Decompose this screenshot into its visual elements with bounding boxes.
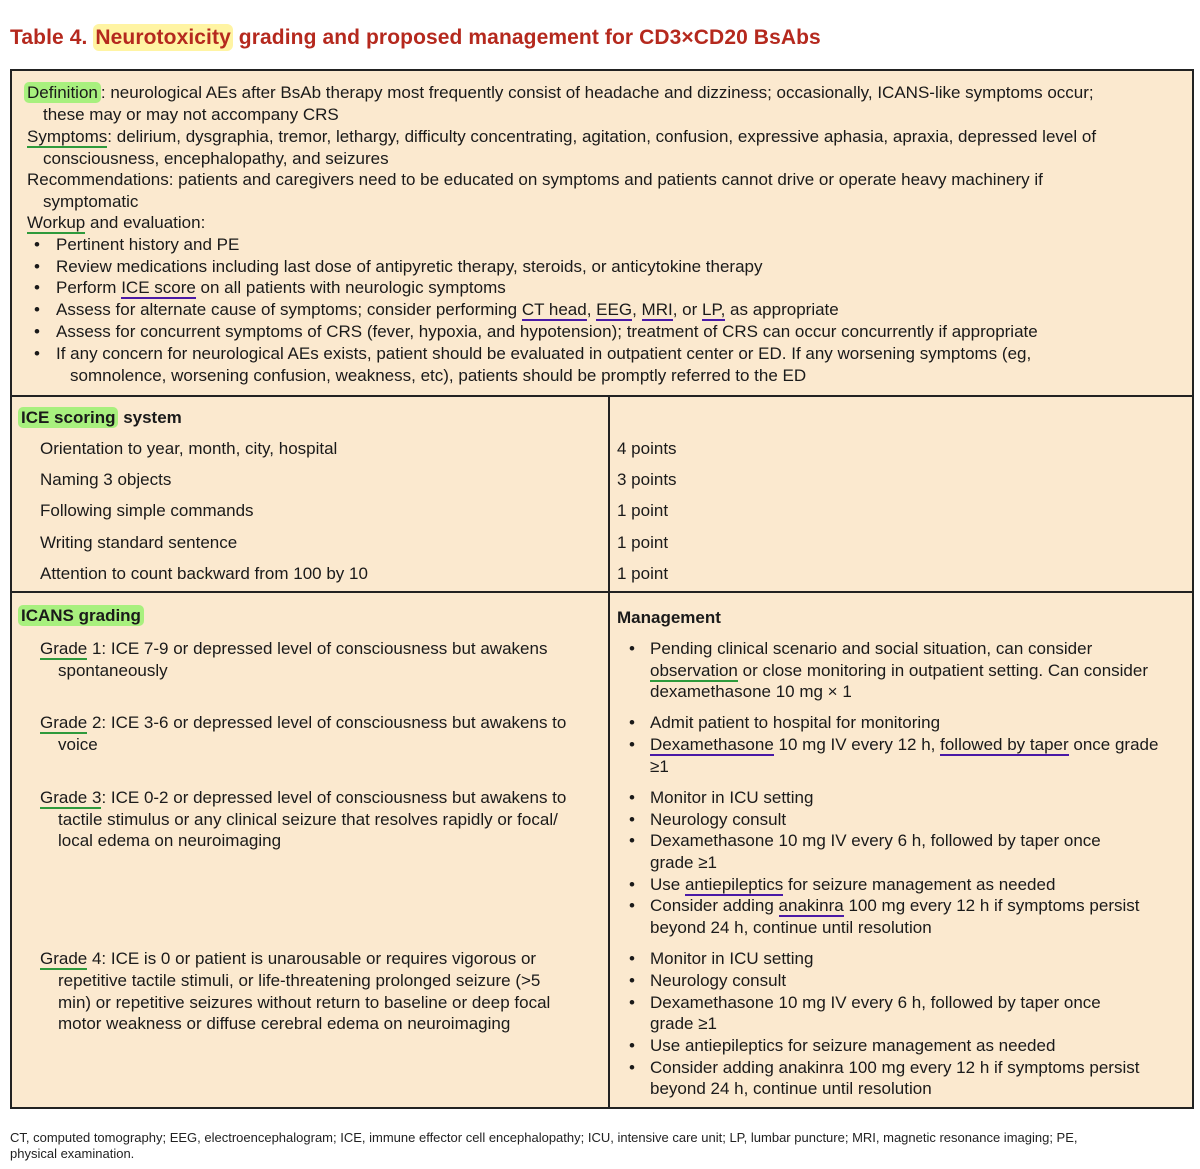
eeg-term: EEG	[596, 300, 633, 319]
ice-item: Writing standard sentence	[40, 533, 238, 552]
definition-line-2: these may or may not accompany CRS	[43, 105, 339, 124]
workup-bullet-5: Assess for concurrent symptoms of CRS (fever, hypoxia, and hypotension); treatment of CRS can occur concurrently if appropriate	[56, 322, 1038, 341]
grade-3-line-3: local edema on neuroimaging	[58, 831, 282, 850]
bullet-marker: •	[34, 257, 40, 276]
g2-mgmt-2-line-2: ≥1	[650, 757, 669, 776]
bullet-marker: •	[629, 993, 635, 1012]
mri-term: MRI	[641, 300, 673, 319]
bullet-marker: •	[629, 1058, 635, 1077]
lp-term: LP,	[702, 300, 726, 319]
ice-points: 1 point	[617, 564, 669, 583]
ice-item: Attention to count backward from 100 by 10	[40, 564, 368, 583]
symptoms-line-1: Symptoms: delirium, dysgraphia, tremor, lethargy, difficulty concentrating, agitation, confusion, expressive aphasia, apraxia, depressed level of	[27, 127, 1097, 146]
ice-scoring-highlight: ICE scoring	[18, 407, 118, 428]
ice-item: Naming 3 objects	[40, 470, 172, 489]
g4-mgmt-5-line-2: beyond 24 h, continue until resolution	[650, 1079, 932, 1098]
footnote-line-2: physical examination.	[10, 1146, 135, 1161]
definition-line-1: Definition : neurological AEs after BsAb therapy most frequently consist of headache and dizziness; occasionally, ICANS-like symptoms occur;	[24, 82, 1094, 104]
bullet-marker: •	[629, 735, 635, 754]
g4-mgmt-3-line-2: grade ≥1	[650, 1014, 717, 1033]
column-divider	[608, 397, 610, 1107]
bullet-marker: •	[629, 971, 635, 990]
grade-4-label: Grade	[40, 949, 88, 968]
g3-mgmt-5-line-1: Consider adding anakinra 100 mg every 12 h if symptoms persist	[650, 896, 1140, 915]
bullet-marker: •	[629, 831, 635, 850]
grade-4-line-3: min) or repetitive seizures without return to baseline or deep focal	[58, 993, 551, 1012]
symptoms-label: Symptoms	[27, 127, 108, 146]
symptoms-line-2: consciousness, encephalopathy, and seizures	[43, 149, 389, 168]
title-rest: grading and proposed management for CD3×CD20 BsAbs	[232, 26, 821, 49]
ice-points: 3 points	[617, 470, 677, 489]
ice-points: 4 points	[617, 439, 677, 458]
anakinra-term: anakinra	[778, 896, 844, 915]
g4-mgmt-3-line-1: Dexamethasone 10 mg IV every 6 h, followed by taper once	[650, 993, 1101, 1012]
ice-score-term: ICE score	[121, 278, 196, 297]
neurotoxicity-table	[10, 69, 1194, 1109]
grade-1-label: Grade	[40, 639, 88, 658]
definition-label: Definition	[24, 82, 101, 103]
table-title	[10, 26, 821, 50]
bullet-marker: •	[629, 810, 635, 829]
g3-mgmt-1: Monitor in ICU setting	[650, 788, 814, 807]
g1-mgmt-line-2: observation or close monitoring in outpatient setting. Can consider	[650, 661, 1149, 680]
observation-term: observation	[650, 661, 738, 680]
g3-mgmt-5-line-2: beyond 24 h, continue until resolution	[650, 918, 932, 937]
footnote	[10, 1130, 1192, 1162]
bullet-marker: •	[34, 235, 40, 254]
bullet-marker: •	[629, 875, 635, 894]
icans-grading-header: ICANS grading	[18, 605, 144, 627]
title-prefix: Table 4.	[10, 26, 94, 49]
g1-mgmt-line-1: Pending clinical scenario and social situation, can consider	[650, 639, 1093, 658]
definition-section	[12, 71, 1192, 397]
bullet-marker: •	[34, 322, 40, 341]
workup-bullet-4: Assess for alternate cause of symptoms; consider performing CT head, EEG, MRI, or LP, as appropriate	[56, 300, 839, 319]
g3-mgmt-4: Use antiepileptics for seizure management as needed	[650, 875, 1056, 894]
ice-points: 1 point	[617, 501, 669, 520]
followed-by-taper-term: followed by taper	[940, 735, 1069, 754]
grade-3-line-2: tactile stimulus or any clinical seizure that resolves rapidly or focal/	[58, 810, 558, 829]
bullet-marker: •	[629, 788, 635, 807]
g4-mgmt-5-line-1: Consider adding anakinra 100 mg every 12 h if symptoms persist	[650, 1058, 1140, 1077]
grade-4-line-1: Grade 4: ICE is 0 or patient is unarousable or requires vigorous or	[40, 949, 537, 968]
g3-mgmt-2: Neurology consult	[650, 810, 787, 829]
g1-mgmt-line-3: dexamethasone 10 mg × 1	[650, 682, 852, 701]
grade-2-line-1: Grade 2: ICE 3-6 or depressed level of consciousness but awakens to	[40, 713, 567, 732]
g3-mgmt-3-line-2: grade ≥1	[650, 853, 717, 872]
workup-bullet-3: Perform ICE score on all patients with neurologic symptoms	[56, 278, 506, 297]
title-highlight: Neurotoxicity	[95, 26, 231, 49]
workup-heading: Workup and evaluation:	[27, 213, 206, 232]
bullet-marker: •	[34, 344, 40, 363]
workup-bullet-6-line-2: somnolence, worsening confusion, weakness, etc), patients should be promptly referred to the ED	[70, 366, 807, 385]
bullet-marker: •	[629, 1036, 635, 1055]
dexamethasone-term: Dexamethasone	[650, 735, 774, 754]
grade-3-label: Grade 3	[40, 788, 102, 807]
g3-mgmt-3-line-1: Dexamethasone 10 mg IV every 6 h, followed by taper once	[650, 831, 1101, 850]
grade-2-line-2: voice	[58, 735, 98, 754]
bullet-marker: •	[34, 300, 40, 319]
footnote-line-1: CT, computed tomography; EEG, electroencephalogram; ICE, immune effector cell encephalopathy; ICU, intensive care unit; LP, lumbar puncture; MRI, magnetic resonance imaging; PE,	[10, 1130, 1078, 1145]
grade-2-label: Grade	[40, 713, 88, 732]
g2-mgmt-1: Admit patient to hospital for monitoring	[650, 713, 941, 732]
ice-points: 1 point	[617, 533, 669, 552]
grade-4-line-2: repetitive tactile stimuli, or life-threatening prolonged seizure (>5	[58, 971, 541, 990]
ice-item: Orientation to year, month, city, hospital	[40, 439, 338, 458]
grade-1-line-1: Grade 1: ICE 7-9 or depressed level of consciousness but awakens	[40, 639, 548, 658]
grade-1-line-2: spontaneously	[58, 661, 168, 680]
workup-bullet-2: Review medications including last dose of antipyretic therapy, steroids, or anticytokine therapy	[56, 257, 763, 276]
g2-mgmt-2-line-1: Dexamethasone 10 mg IV every 12 h, followed by taper once grade	[650, 735, 1159, 754]
recommendations-line-2: symptomatic	[43, 192, 139, 211]
management-header: Management	[617, 608, 721, 627]
g4-mgmt-1: Monitor in ICU setting	[650, 949, 814, 968]
workup-label: Workup	[27, 213, 86, 232]
g4-mgmt-4: Use antiepileptics for seizure management as needed	[650, 1036, 1056, 1055]
recommendations-line-1: Recommendations: patients and caregivers need to be educated on symptoms and patients cannot drive or operate heavy machinery if	[27, 170, 1043, 189]
workup-bullet-1: Pertinent history and PE	[56, 235, 240, 254]
bullet-marker: •	[629, 896, 635, 915]
grade-3-line-1: Grade 3: ICE 0-2 or depressed level of consciousness but awakens to	[40, 788, 567, 807]
ice-scoring-header: ICE scoring system	[18, 407, 182, 429]
bullet-marker: •	[629, 713, 635, 732]
grade-4-line-4: motor weakness or diffuse cerebral edema on neuroimaging	[58, 1014, 511, 1033]
ice-item: Following simple commands	[40, 501, 254, 520]
workup-bullet-6-line-1: If any concern for neurological AEs exists, patient should be evaluated in outpatient center or ED. If any worsening symptoms (eg,	[56, 344, 1032, 363]
icans-grading-section	[12, 593, 1192, 1107]
bullet-marker: •	[629, 639, 635, 658]
ct-head-term: CT head	[521, 300, 587, 319]
g4-mgmt-2: Neurology consult	[650, 971, 787, 990]
bullet-marker: •	[629, 949, 635, 968]
bullet-marker: •	[34, 278, 40, 297]
antiepileptics-term: antiepileptics	[684, 875, 784, 894]
ice-scoring-section	[12, 397, 1192, 593]
